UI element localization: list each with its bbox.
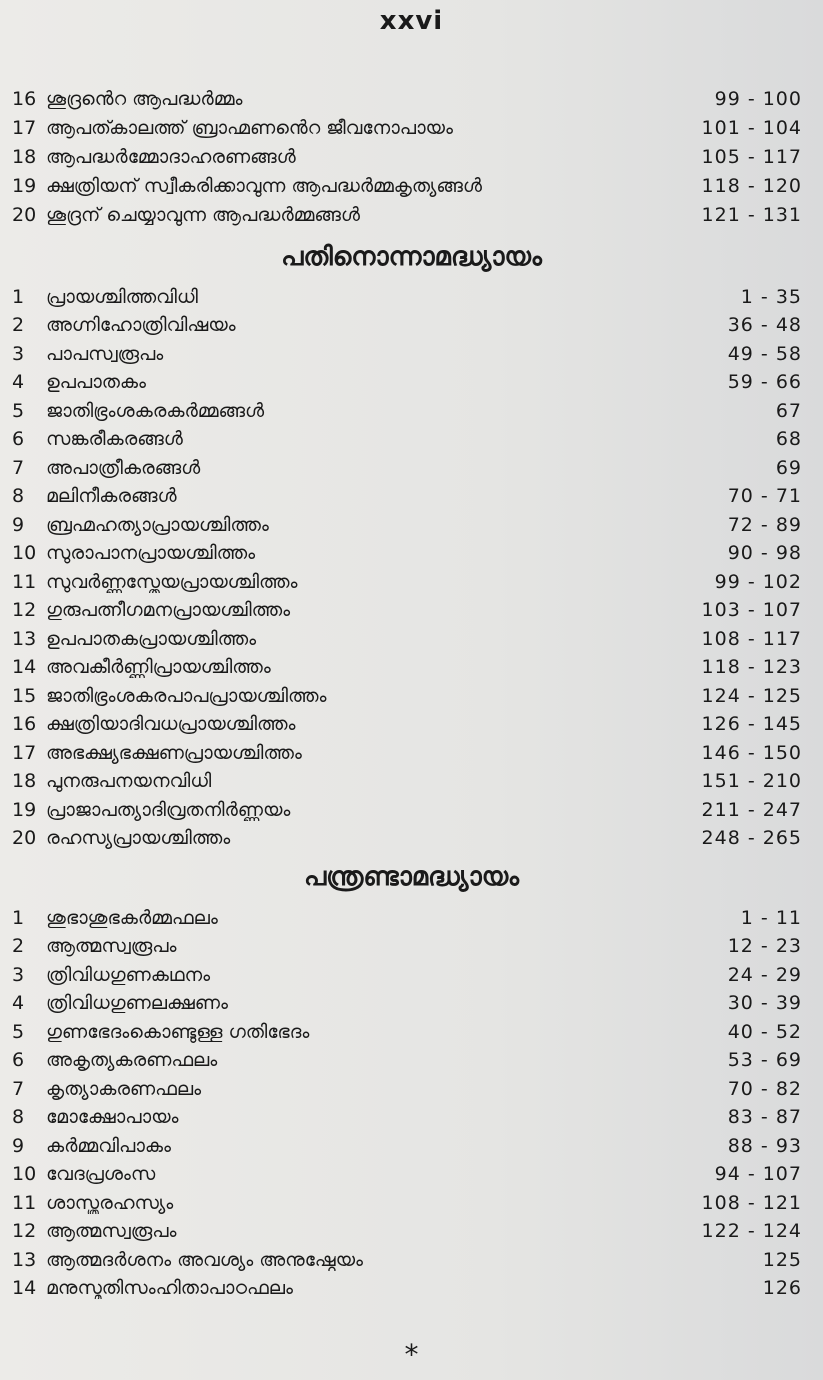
- entry-title: ആപത്കാലത്ത് ബ്രാഹ്മണൻെറ ജീവനോപായം: [46, 116, 453, 139]
- entry-verse-range: 125: [762, 1248, 802, 1271]
- entry-verse-range: 68: [775, 428, 802, 450]
- entry-number: 6: [12, 1049, 25, 1071]
- entry-title: സങ്കരീകരങ്ങൾ: [46, 428, 183, 450]
- entry-number: 11: [12, 570, 37, 593]
- toc-entry: [12, 142, 802, 171]
- toc-entry: [12, 596, 802, 625]
- toc-entry: [12, 1017, 802, 1046]
- entry-verse-range: 83 - 87: [727, 1106, 802, 1128]
- entry-title: ജാതിഭ്രംശകരകർമ്മങ്ങൾ: [46, 399, 265, 422]
- toc-entry: [12, 339, 802, 368]
- toc-entry: [12, 1245, 802, 1274]
- entry-title: അപാത്രീകരങ്ങൾ: [46, 456, 201, 479]
- entry-title: ശാസ്ത്രരഹസ്യം: [46, 1191, 174, 1214]
- entry-verse-range: 53 - 69: [727, 1049, 802, 1071]
- entry-title: ആത്മസ്വരൂപം: [46, 1220, 177, 1242]
- entry-verse-range: 99 - 100: [714, 87, 802, 110]
- toc-entry: [12, 624, 802, 653]
- entry-verse-range: 122 - 124: [701, 1220, 802, 1242]
- entry-number: 16: [12, 87, 37, 110]
- entry-verse-range: 124 - 125: [701, 684, 802, 707]
- entry-verse-range: 36 - 48: [727, 314, 802, 336]
- toc-entry: [12, 282, 802, 311]
- entry-number: 9: [12, 1134, 25, 1157]
- entry-number: 19: [12, 174, 37, 197]
- entry-title: ആത്മസ്വരൂപം: [46, 935, 177, 957]
- entry-verse-range: 118 - 120: [701, 174, 802, 197]
- toc-entry: [12, 425, 802, 454]
- entry-number: 8: [12, 485, 25, 507]
- entry-title: ക്ഷത്രിയന് സ്വീകരിക്കാവുന്ന ആപദ്ധർമ്മകൃത്യങ്ങൾ: [46, 174, 482, 197]
- entry-number: 14: [12, 656, 37, 678]
- entry-verse-range: 126: [762, 1277, 802, 1299]
- entry-title: മലിനീകരങ്ങൾ: [46, 485, 177, 507]
- entry-number: 1: [12, 906, 25, 929]
- entry-title: അവകീർണ്ണിപ്രായശ്ചിത്തം: [46, 656, 271, 678]
- toc-entry: [12, 396, 802, 425]
- entry-verse-range: 248 - 265: [701, 827, 802, 849]
- entry-title: അഗ്നിഹോത്രിവിഷയം: [46, 314, 236, 336]
- entry-verse-range: 30 - 39: [727, 992, 802, 1014]
- entry-verse-range: 118 - 123: [701, 656, 802, 678]
- entry-title: പ്രാജാപത്യാദിവ്രതനിർണ്ണയം: [46, 798, 291, 821]
- end-mark: *: [404, 1338, 419, 1371]
- entry-number: 19: [12, 798, 37, 821]
- page-number: xxvi: [379, 6, 444, 36]
- toc-entry: [12, 453, 802, 482]
- entry-verse-range: 72 - 89: [727, 513, 802, 536]
- entry-number: 5: [12, 1020, 25, 1043]
- entry-number: 8: [12, 1106, 25, 1128]
- entry-title: പുനരുപനയനവിധി: [46, 770, 212, 792]
- entry-title: രഹസ്യപ്രായശ്ചിത്തം: [46, 827, 231, 849]
- entry-number: 15: [12, 684, 37, 707]
- entry-verse-range: 70 - 71: [727, 485, 802, 507]
- toc-entry: [12, 84, 802, 113]
- entry-number: 1: [12, 285, 25, 308]
- entry-number: 14: [12, 1277, 37, 1299]
- entry-number: 7: [12, 1077, 25, 1100]
- toc-entry: [12, 171, 802, 200]
- entry-number: 2: [12, 314, 25, 336]
- entry-verse-range: 211 - 247: [701, 798, 802, 821]
- entry-verse-range: 12 - 23: [727, 935, 802, 957]
- toc-entry: [12, 1160, 802, 1189]
- toc-entry: [12, 1188, 802, 1217]
- entry-title: ത്രിവിധഗുണകഥനം: [46, 963, 211, 986]
- entry-verse-range: 1 - 11: [740, 906, 802, 929]
- entry-number: 5: [12, 399, 25, 422]
- toc-entry: [12, 1074, 802, 1103]
- toc-entry: [12, 368, 802, 397]
- entry-title: ആത്മദർശനം അവശ്യം അനുഷ്ഠേയം: [46, 1248, 364, 1271]
- entry-title: കർമ്മവിപാകം: [46, 1134, 171, 1157]
- entry-title: ക്ഷത്രിയാദിവധപ്രായശ്ചിത്തം: [46, 713, 296, 735]
- entry-title: മനുസ്മൃതിസംഹിതാപാഠഫലം: [46, 1277, 293, 1299]
- entry-title: അകൃത്യകരണഫലം: [46, 1049, 218, 1071]
- entry-title: ശൂദ്രൻെറ ആപദ്ധർമ്മം: [46, 87, 243, 110]
- toc-entry: [12, 1274, 802, 1303]
- entry-verse-range: 88 - 93: [727, 1134, 802, 1157]
- toc-entry: [12, 903, 802, 932]
- entry-number: 10: [12, 1163, 37, 1185]
- toc-entry: [12, 710, 802, 739]
- toc-entry: [12, 653, 802, 682]
- entry-verse-range: 67: [775, 399, 802, 422]
- entry-number: 3: [12, 342, 25, 365]
- entry-title: മോക്ഷോപായം: [46, 1106, 179, 1128]
- entry-number: 18: [12, 145, 37, 168]
- toc-entry: [12, 1046, 802, 1075]
- toc-entry: [12, 200, 802, 229]
- entry-title: അഭക്ഷ്യഭക്ഷണപ്രായശ്ചിത്തം: [46, 741, 302, 764]
- toc-entry: [12, 738, 802, 767]
- toc-entry: [12, 567, 802, 596]
- toc-entry: [12, 482, 802, 511]
- entry-number: 17: [12, 741, 37, 764]
- entry-verse-range: 70 - 82: [727, 1077, 802, 1100]
- entry-number: 9: [12, 513, 25, 536]
- entry-verse-range: 59 - 66: [727, 371, 802, 393]
- entry-title: ഗുരുപത്നീഗമനപ്രായശ്ചിത്തം: [46, 599, 291, 621]
- entry-title: ഉപപാതകം: [46, 371, 146, 393]
- entry-number: 11: [12, 1191, 37, 1214]
- entry-title: കൃത്യാകരണഫലം: [46, 1077, 202, 1100]
- entry-verse-range: 94 - 107: [714, 1163, 802, 1185]
- entry-title: ശൂദ്രന് ചെയ്യാവുന്ന ആപദ്ധർമ്മങ്ങൾ: [46, 203, 360, 226]
- entry-title: പാപസ്വരൂപം: [46, 342, 164, 365]
- toc-entry: [12, 1131, 802, 1160]
- entry-title: ഉപപാതകപ്രായശ്ചിത്തം: [46, 627, 257, 650]
- toc-entry: [12, 1103, 802, 1132]
- entry-number: 17: [12, 116, 37, 139]
- toc-entry: [12, 795, 802, 824]
- toc-entry: [12, 1217, 802, 1246]
- toc-entry: [12, 681, 802, 710]
- toc-entry: [12, 824, 802, 853]
- entry-verse-range: 99 - 102: [714, 570, 802, 593]
- entry-number: 18: [12, 770, 37, 792]
- toc-entry: [12, 767, 802, 796]
- toc-entry: [12, 311, 802, 340]
- entry-title: ആപദ്ധർമ്മോദാഹരണങ്ങൾ: [46, 145, 296, 168]
- entry-number: 20: [12, 827, 37, 849]
- entry-title: സുരാപാനപ്രായശ്ചിത്തം: [46, 542, 256, 564]
- chapter-11-heading: പതിനൊന്നാമദ്ധ്യായം: [281, 242, 542, 272]
- entry-verse-range: 126 - 145: [701, 713, 802, 735]
- entry-number: 4: [12, 992, 25, 1014]
- toc-entry: [12, 989, 802, 1018]
- entry-number: 12: [12, 599, 37, 621]
- toc-entry: [12, 932, 802, 961]
- entry-number: 10: [12, 542, 37, 564]
- entry-number: 12: [12, 1220, 37, 1242]
- entry-number: 6: [12, 428, 25, 450]
- entry-title: പ്രായശ്ചിത്തവിധി: [46, 285, 198, 308]
- entry-verse-range: 40 - 52: [727, 1020, 802, 1043]
- entry-title: വേദപ്രശംസ: [46, 1163, 156, 1185]
- entry-title: സുവർണ്ണസ്തേയപ്രായശ്ചിത്തം: [46, 570, 298, 593]
- entry-verse-range: 151 - 210: [701, 770, 802, 792]
- entry-number: 13: [12, 1248, 37, 1271]
- toc-entry: [12, 113, 802, 142]
- entry-number: 13: [12, 627, 37, 650]
- entry-verse-range: 24 - 29: [727, 963, 802, 986]
- chapter-12-heading: പന്ത്രണ്ടാമദ്ധ്യായം: [303, 862, 520, 892]
- entry-verse-range: 101 - 104: [701, 116, 802, 139]
- entry-title: ത്രിവിധഗുണലക്ഷണം: [46, 992, 228, 1014]
- entry-number: 7: [12, 456, 25, 479]
- entry-verse-range: 49 - 58: [727, 342, 802, 365]
- toc-entry: [12, 960, 802, 989]
- entry-verse-range: 146 - 150: [701, 741, 802, 764]
- entry-number: 3: [12, 963, 25, 986]
- entry-verse-range: 103 - 107: [701, 599, 802, 621]
- entry-title: ഗുണഭേദംകൊണ്ടുള്ള ഗതിഭേദം: [46, 1020, 310, 1043]
- entry-verse-range: 108 - 121: [701, 1191, 802, 1214]
- entry-title: ശുഭാശുഭകർമ്മഫലം: [46, 906, 218, 929]
- entry-verse-range: 1 - 35: [740, 285, 802, 308]
- entry-verse-range: 90 - 98: [727, 542, 802, 564]
- entry-number: 16: [12, 713, 37, 735]
- toc-entry: [12, 539, 802, 568]
- entry-verse-range: 108 - 117: [701, 627, 802, 650]
- entry-verse-range: 105 - 117: [701, 145, 802, 168]
- entry-title: ബ്രഹ്മഹത്യാപ്രായശ്ചിത്തം: [46, 513, 269, 536]
- entry-number: 2: [12, 935, 25, 957]
- toc-entry: [12, 510, 802, 539]
- entry-number: 20: [12, 203, 37, 226]
- entry-title: ജാതിഭ്രംശകരപാപപ്രായശ്ചിത്തം: [46, 684, 327, 707]
- entry-verse-range: 121 - 131: [701, 203, 802, 226]
- entry-number: 4: [12, 371, 25, 393]
- entry-verse-range: 69: [775, 456, 802, 479]
